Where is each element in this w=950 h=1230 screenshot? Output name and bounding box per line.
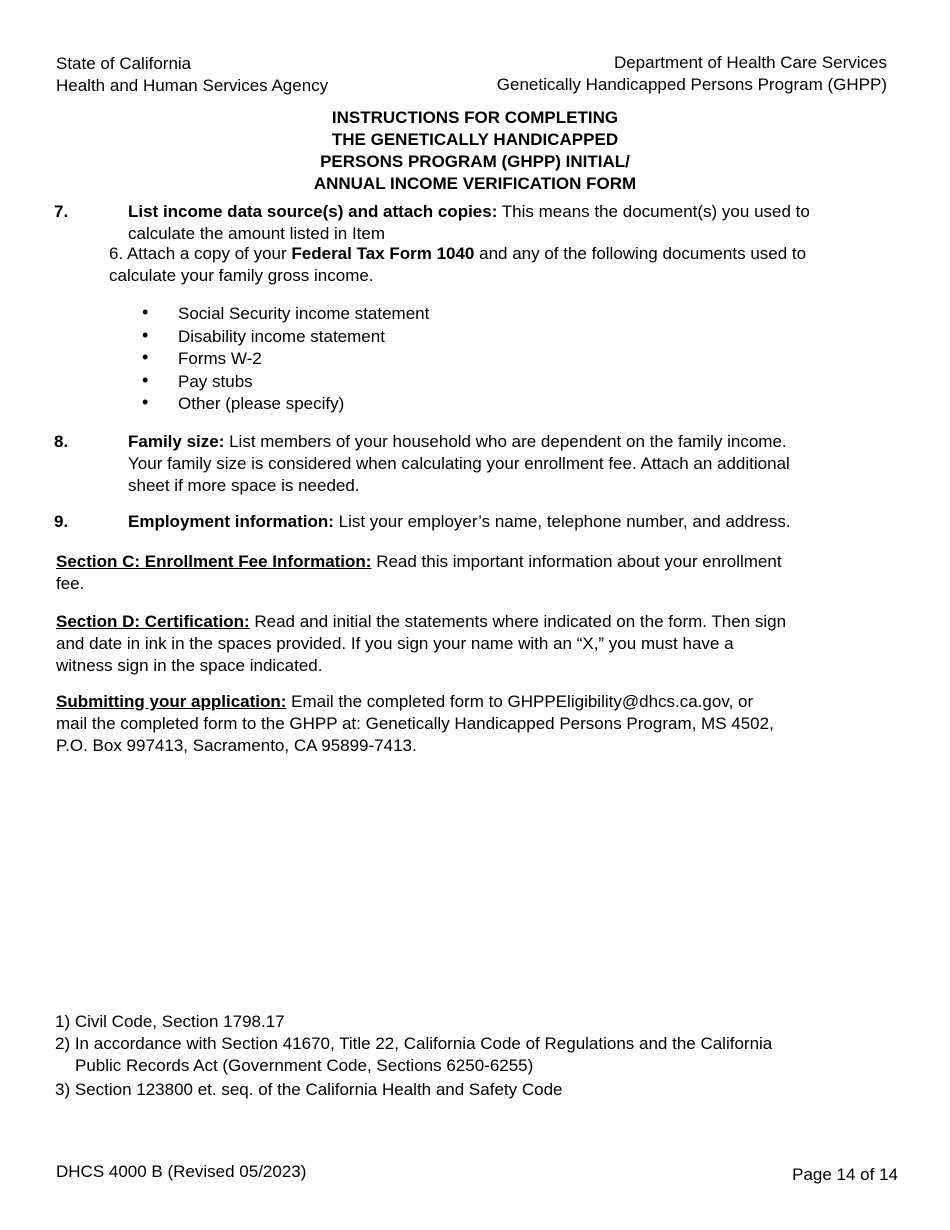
item-8-number: 8. — [54, 432, 69, 451]
list-item: • Other (please specify) — [142, 392, 345, 414]
section-d-heading: Section D: Certification: — [56, 612, 250, 631]
title-line: PERSONS PROGRAM (GHPP) INITIAL/ — [320, 152, 630, 171]
submitting-email-line: Email the completed form to GHPPEligibility@dhcs.ca.gov, or — [286, 692, 754, 711]
title-line: ANNUAL INCOME VERIFICATION FORM — [313, 174, 637, 193]
item-8-heading: Family size: — [128, 432, 225, 451]
item-9-number: 9. — [54, 512, 69, 531]
item-7-number: 7. — [54, 202, 69, 221]
department-name: Department of Health Care Services — [613, 53, 887, 72]
department-header — [497, 52, 887, 96]
item-9-heading: Employment information: — [128, 512, 334, 531]
item-7-sub-pre: 6. Attach a copy of your — [109, 244, 292, 263]
item-9-text: Employment information: List your employer’s name, telephone number, and address. — [128, 512, 791, 531]
list-item: • Pay stubs — [142, 369, 253, 391]
footnote-2-continued: Public Records Act (Government Code, Sections 6250-6255) — [75, 1056, 534, 1075]
form-id: DHCS 4000 B (Revised 05/2023) — [56, 1162, 307, 1181]
item-8-text: Family size: List members of your household who are dependent on the family income. Your family size is considered when calculating your enrollment fee. Attach an additional sheet if more space is needed. — [128, 432, 790, 495]
submitting-application — [56, 691, 876, 757]
agency-header — [56, 53, 328, 97]
footnote-3: 3) Section 123800 et. seq. of the California Health and Safety Code — [55, 1080, 563, 1099]
state-name: State of California — [56, 54, 192, 73]
section-c-heading: Section C: Enrollment Fee Information: — [56, 552, 372, 571]
page-number: Page 14 of 14 — [792, 1165, 898, 1184]
bullet-icon: • — [142, 369, 149, 390]
item-7-instructions — [109, 243, 909, 287]
footnote-2: 2) In accordance with Section 41670, Title 22, California Code of Regulations and the California — [55, 1034, 773, 1053]
list-item: • Social Security income statement — [142, 302, 430, 323]
bullet-icon: • — [142, 302, 149, 322]
title-line: INSTRUCTIONS FOR COMPLETING — [331, 108, 619, 127]
document-list — [142, 302, 430, 416]
section-c: Section C: Enrollment Fee Information: Read this important information about your enrollment fee. — [56, 552, 782, 593]
footnote-1: 1) Civil Code, Section 1798.17 — [55, 1012, 285, 1031]
program-name: Genetically Handicapped Persons Program (GHPP) — [496, 75, 887, 94]
submitting-mail-line: mail the completed form to the GHPP at: Genetically Handicapped Persons Program, MS 4502, — [56, 714, 774, 733]
item-7-sub-post: and any of the following documents used to — [474, 244, 807, 263]
title-line: THE GENETICALLY HANDICAPPED — [331, 130, 619, 149]
list-item: • Forms W-2 — [142, 347, 262, 369]
item-7-description-line2: calculate the amount listed in Item — [128, 224, 386, 243]
page-title — [0, 107, 950, 195]
item-7-description: This means the document(s) you used to — [497, 202, 810, 221]
tax-form-label: Federal Tax Form 1040 — [291, 244, 475, 263]
agency-name: Health and Human Services Agency — [56, 76, 329, 95]
bullet-icon: • — [142, 347, 149, 368]
list-item: • Disability income statement — [142, 324, 385, 346]
item-7-sub-line2: calculate your family gross income. — [109, 266, 374, 285]
bullet-icon: • — [142, 324, 149, 345]
footnotes — [55, 1011, 915, 1101]
item-7-text — [128, 201, 918, 245]
section-d: Section D: Certification: Read and initial the statements where indicated on the form. Then sign and date in ink in the spaces provided. If you sign your name with an “X,” you must have a witness sign in the space indicated. — [56, 612, 787, 675]
submitting-address-line: P.O. Box 997413, Sacramento, CA 95899-7413. — [56, 736, 417, 755]
submitting-heading: Submitting your application: — [56, 692, 287, 711]
item-7-heading: List income data source(s) and attach copies: — [128, 202, 498, 221]
bullet-icon: • — [142, 392, 149, 413]
